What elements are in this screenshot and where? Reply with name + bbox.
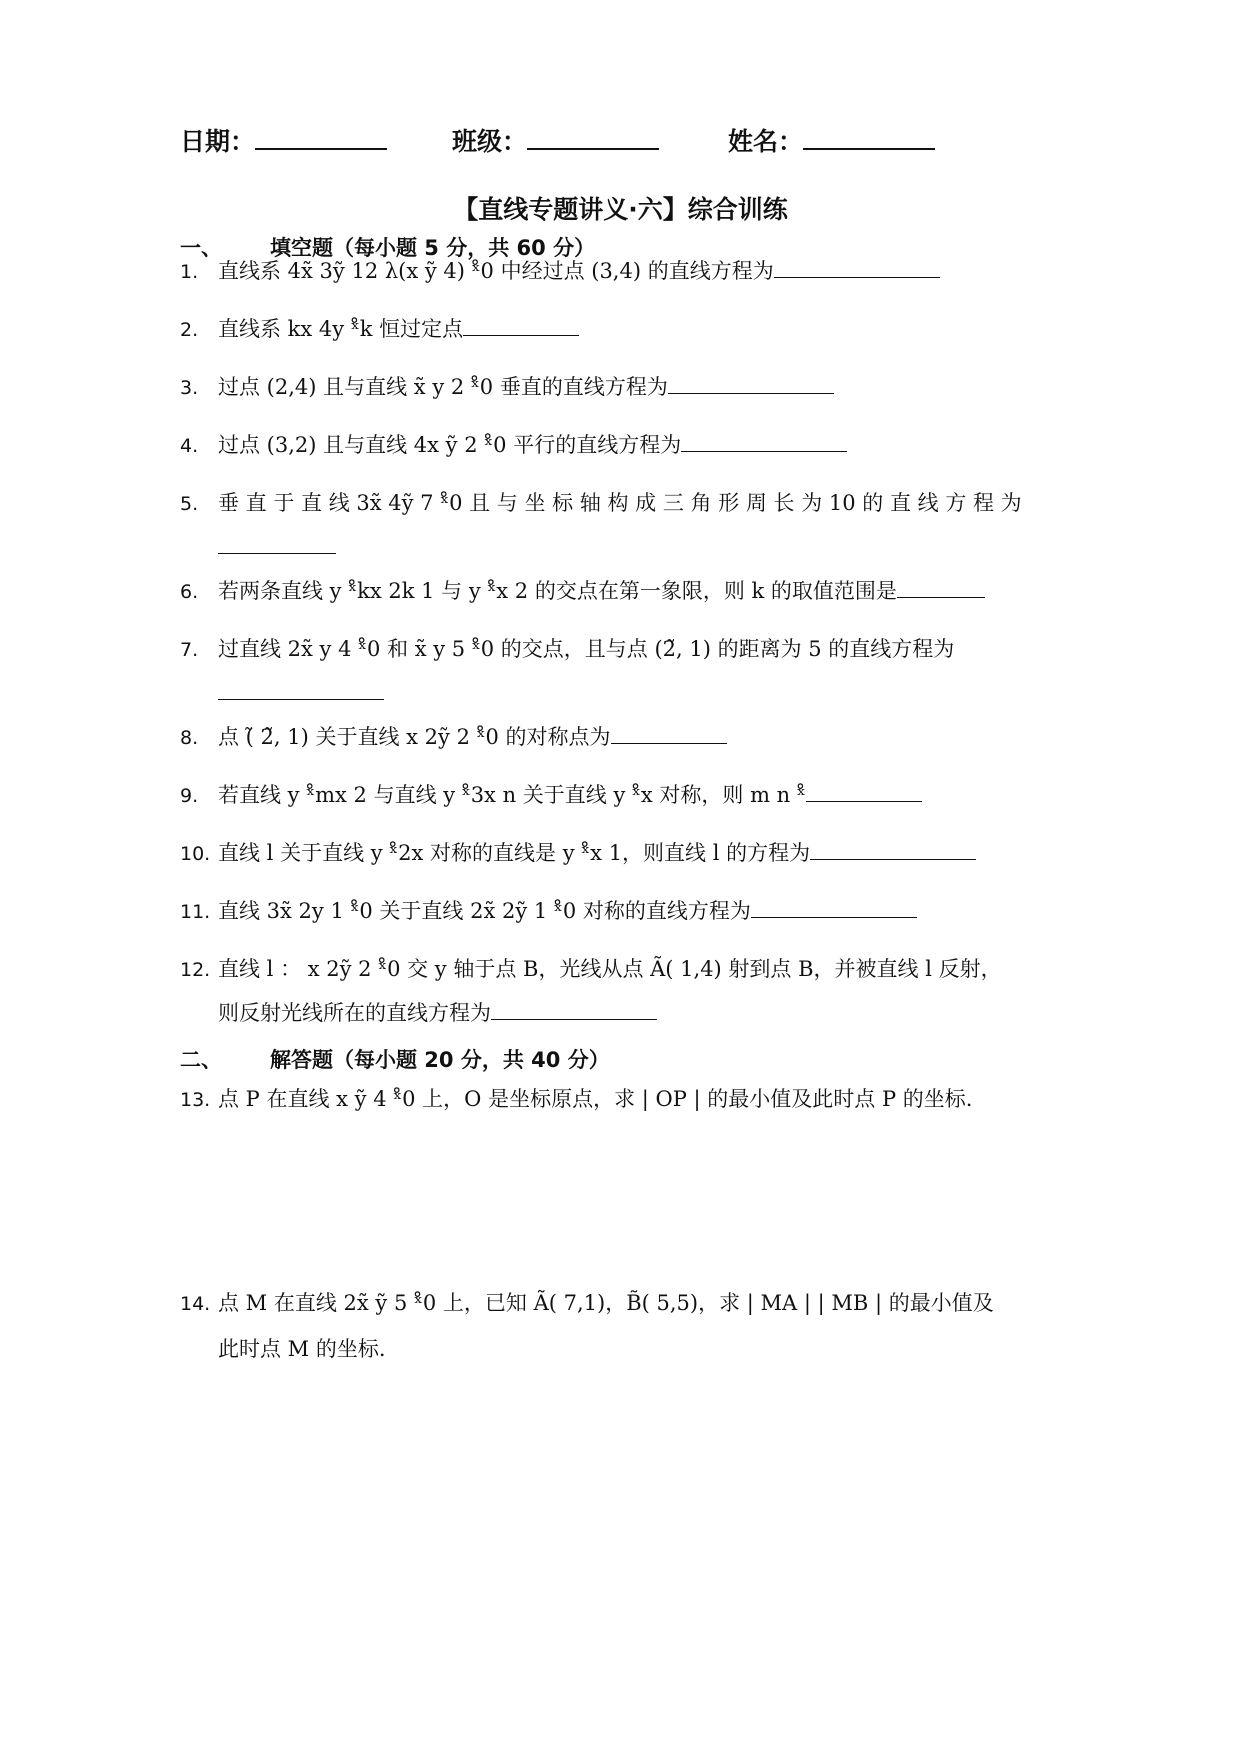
question-text: 垂 直 于 直 线 3x̃ 4ỹ 7 ˣ̊0 且 与 坐 标 轴 构 成 三 角 形 周 长 为 10 的 直 线 方 程 为: [218, 491, 1022, 515]
name-field: [728, 122, 935, 158]
question-text: 过点 (3,2) 且与直线 4x ỹ 2 ˣ̊0 平行的直线方程为: [218, 433, 682, 457]
question-9: 9. 若直线 y ˣ̊mx 2 与直线 y ˣ̊3x n 关于直线 y ˣ̊x 对称，则 m n ˣ̊: [180, 780, 922, 811]
question-text: 若两条直线 y ˣ̊kx 2k 1 与 y ˣ̊x 2 的交点在第一象限，则 k 的取值范围是: [218, 579, 897, 603]
date-blank[interactable]: [255, 126, 387, 150]
answer-blank[interactable]: [491, 1001, 657, 1020]
question-6: 6. 若两条直线 y ˣ̊kx 2k 1 与 y ˣ̊x 2 的交点在第一象限，则 k 的取值范围是: [180, 576, 985, 607]
question-text-cont: 此时点 M 的坐标.: [218, 1337, 386, 1361]
answer-blank[interactable]: [774, 259, 940, 278]
class-blank[interactable]: [527, 126, 659, 150]
question-1: 1. 直线系 4x̃ 3ỹ 12 λ(x ỹ 4) ˣ̊0 中经过点 (3,4) 的直线方程为: [180, 256, 940, 287]
question-text: 直线 3x̃ 2y 1 ˣ̊0 关于直线 2x̃ 2ỹ 1 ˣ̊0 对称的直线方程为: [218, 899, 751, 923]
answer-blank[interactable]: [681, 433, 847, 452]
question-text: 点 M 在直线 2x̃ ỹ 5 ˣ̊0 上，已知 Ã( 7,1)，B̃( 5,5)，求 | MA | | MB | 的最小值及: [218, 1291, 994, 1315]
question-14: 14. 点 M 在直线 2x̃ ỹ 5 ˣ̊0 上，已知 Ã( 7,1)，B̃( 5,5)，求 | MA | | MB | 的最小值及: [180, 1291, 994, 1315]
answer-blank[interactable]: [810, 841, 976, 860]
question-10: 10. 直线 l 关于直线 y ˣ̊2x 对称的直线是 y ˣ̊x 1，则直线 l 的方程为: [180, 838, 976, 869]
question-14-cont: [180, 1334, 386, 1364]
question-3: 3. 过点 (2,4) 且与直线 x̃ y 2 ˣ̊0 垂直的直线方程为: [180, 372, 834, 403]
section-number: 一、: [180, 236, 222, 260]
answer-blank[interactable]: [897, 579, 985, 598]
question-12-cont: [180, 998, 657, 1028]
question-5: 5. 垂 直 于 直 线 3x̃ 4ỹ 7 ˣ̊0 且 与 坐 标 轴 构 成 三 角 形 周 长 为 10 的 直 线 方 程 为: [180, 491, 1022, 515]
question-5-blank: [180, 532, 336, 562]
question-13: 13. 点 P 在直线 x ỹ 4 ˣ̊0 上，O 是坐标原点，求 | OP | 的最小值及此时点 P 的坐标.: [180, 1087, 973, 1111]
answer-blank[interactable]: [218, 681, 384, 700]
question-text: 直线系 4x̃ 3ỹ 12 λ(x ỹ 4) ˣ̊0 中经过点 (3,4) 的直线方程为: [218, 259, 774, 283]
class-label: 班级：: [452, 127, 528, 156]
question-text: 点 P 在直线 x ỹ 4 ˣ̊0 上，O 是坐标原点，求 | OP | 的最小值及此时点 P 的坐标.: [218, 1087, 973, 1111]
name-blank[interactable]: [803, 126, 935, 150]
question-text: 过点 (2,4) 且与直线 x̃ y 2 ˣ̊0 垂直的直线方程为: [218, 375, 668, 399]
question-2: 2. 直线系 kx 4y ˣ̊k 恒过定点: [180, 314, 579, 345]
answer-blank[interactable]: [463, 317, 579, 336]
name-label: 姓名：: [728, 127, 804, 156]
section-label: 解答题（每小题 20 分，共 40 分）: [270, 1048, 610, 1072]
section-solve: [180, 1044, 610, 1074]
question-text: 直线 l ： x 2ỹ 2 ˣ̊0 交 y 轴于点 B，光线从点 Ã( 1,4) 射到点 B，并被直线 l 反射，: [218, 957, 1002, 981]
question-text: 过直线 2x̃ y 4 ˣ̊0 和 x̃ y 5 ˣ̊0 的交点，且与点 (2̃, 1) 的距离为 5 的直线方程为: [218, 637, 955, 661]
section-label: 填空题（每小题 5 分，共 60 分）: [270, 236, 596, 260]
question-text: 直线系 kx 4y ˣ̊k 恒过定点: [218, 317, 464, 341]
question-text-cont: 则反射光线所在的直线方程为: [218, 1001, 491, 1025]
section-number: 二、: [180, 1048, 222, 1072]
answer-blank[interactable]: [611, 725, 727, 744]
class-field: [452, 122, 659, 158]
question-8: 8. 点 (̃ 2̃, 1) 关于直线 x 2ỹ 2 ˣ̊0 的对称点为: [180, 722, 727, 753]
answer-blank[interactable]: [218, 535, 336, 554]
question-12: 12. 直线 l ： x 2ỹ 2 ˣ̊0 交 y 轴于点 B，光线从点 Ã( 1,4) 射到点 B，并被直线 l 反射，: [180, 957, 1002, 981]
question-4: 4. 过点 (3,2) 且与直线 4x ỹ 2 ˣ̊0 平行的直线方程为: [180, 430, 847, 461]
page-title: 【直线专题讲义·六】综合训练: [453, 195, 788, 224]
date-label: 日期：: [180, 127, 256, 156]
question-text: 点 (̃ 2̃, 1) 关于直线 x 2ỹ 2 ˣ̊0 的对称点为: [218, 725, 611, 749]
answer-blank[interactable]: [668, 375, 834, 394]
question-7-blank: [180, 678, 384, 708]
question-text: 若直线 y ˣ̊mx 2 与直线 y ˣ̊3x n 关于直线 y ˣ̊x 对称，则 m n ˣ̊: [218, 783, 806, 807]
question-7: 7. 过直线 2x̃ y 4 ˣ̊0 和 x̃ y 5 ˣ̊0 的交点，且与点 (2̃, 1) 的距离为 5 的直线方程为: [180, 637, 955, 661]
answer-blank[interactable]: [806, 783, 922, 802]
date-field: [180, 122, 387, 158]
question-11: 11. 直线 3x̃ 2y 1 ˣ̊0 关于直线 2x̃ 2ỹ 1 ˣ̊0 对称的直线方程为: [180, 896, 917, 927]
question-text: 直线 l 关于直线 y ˣ̊2x 对称的直线是 y ˣ̊x 1，则直线 l 的方程为: [218, 841, 811, 865]
answer-blank[interactable]: [751, 899, 917, 918]
